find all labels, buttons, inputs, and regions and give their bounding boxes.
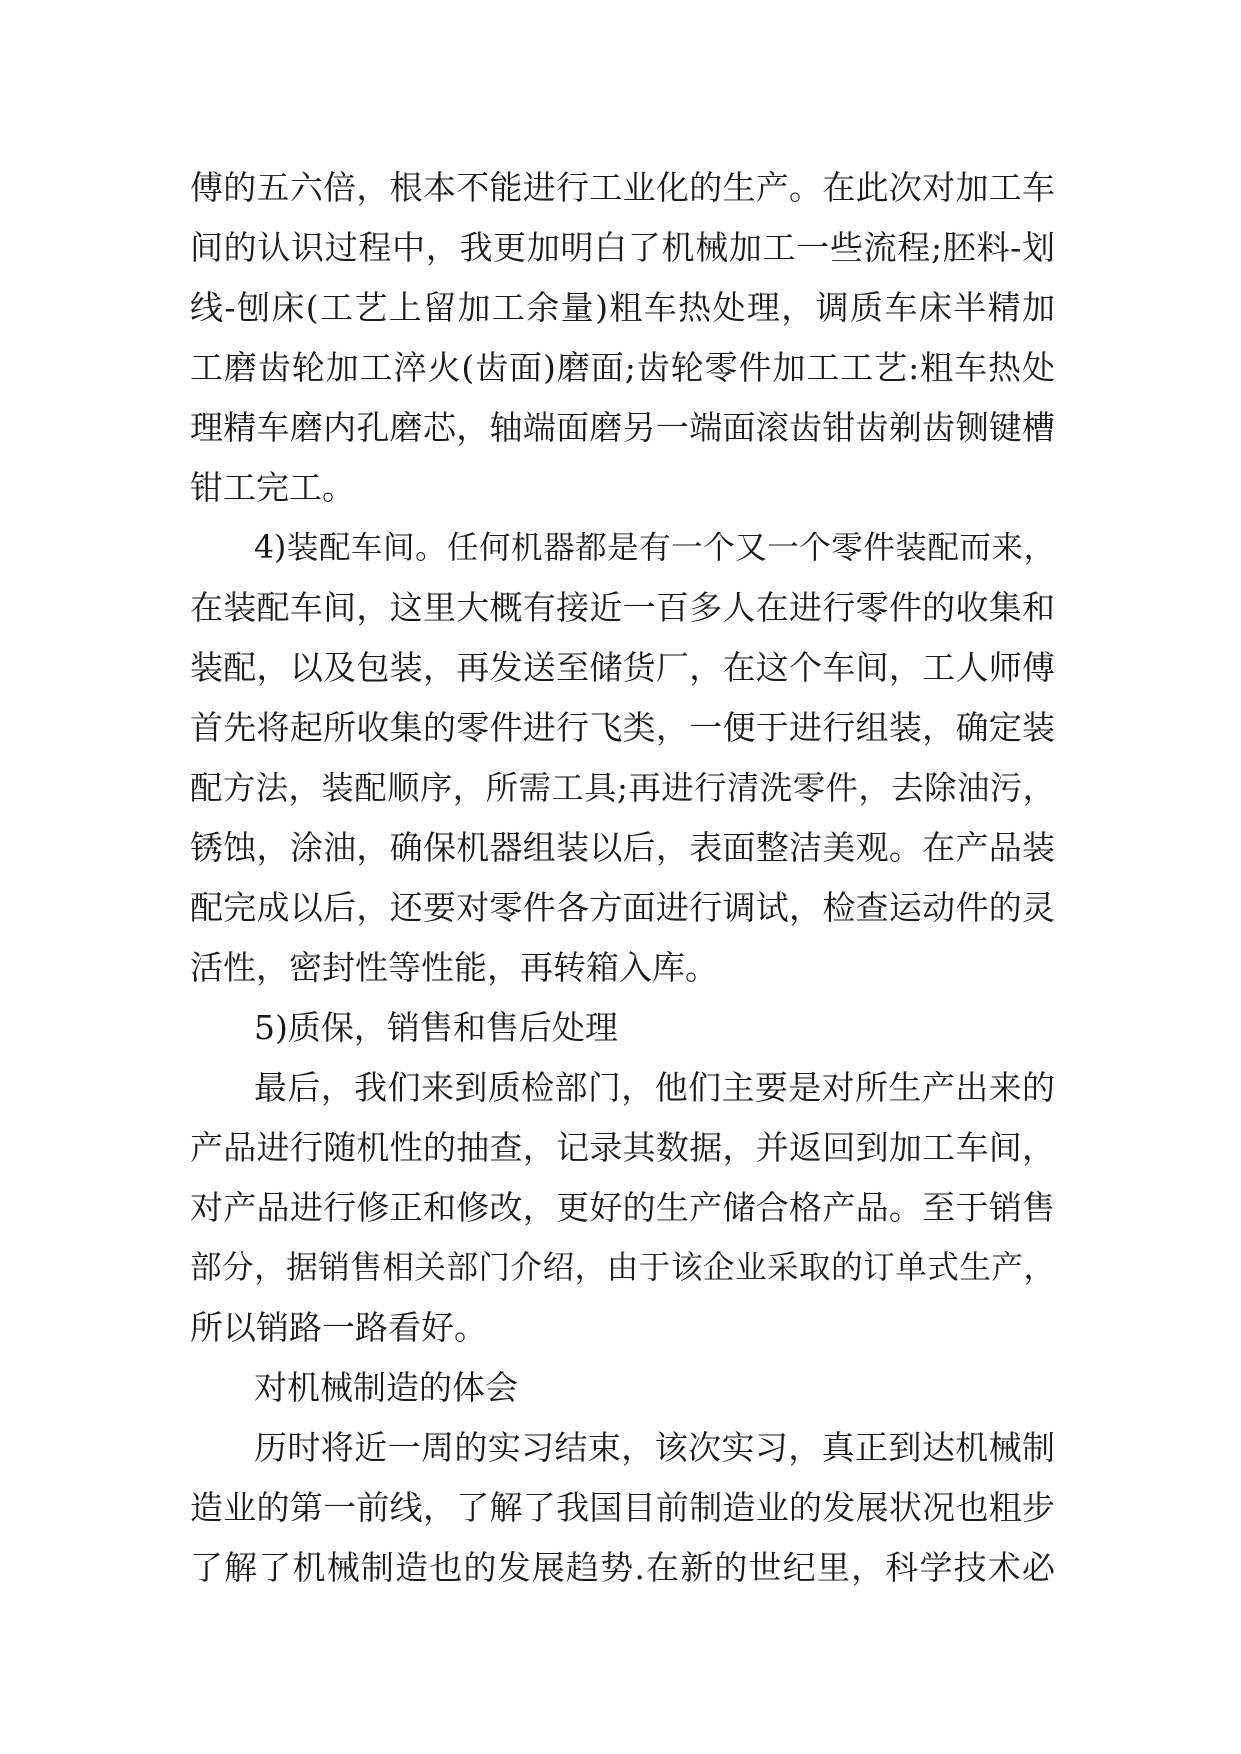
text-line: 活性，密封性等性能，再转箱入库。	[190, 948, 718, 987]
text-line: 部分，据销售相关部门介绍，由于该企业采取的订单式生产，	[190, 1250, 1055, 1286]
text-line: 傅的五六倍，根本不能进行工业化的生产。在此次对加工车	[190, 168, 1055, 207]
text-line: 工磨齿轮加工淬火(齿面)磨面;齿轮零件加工工艺:粗车热处	[190, 348, 1055, 387]
text-line: 配完成以后，还要对零件各方面进行调试，检查运动件的灵	[190, 888, 1055, 927]
text-line: 线-刨床(工艺上留加工余量)粗车热处理，调质车床半精加	[190, 288, 1055, 327]
text-line: 间的认识过程中，我更加明白了机械加工一些流程;胚料-划	[190, 228, 1055, 267]
text-line: 装配，以及包装，再发送至储货厂，在这个车间，工人师傅	[190, 648, 1055, 687]
document-body	[190, 158, 1055, 1598]
text-line: 锈蚀，涂油，确保机器组装以后，表面整洁美观。在产品装	[190, 828, 1055, 867]
text-line: 产品进行随机性的抽查，记录其数据，并返回到加工车间，	[190, 1128, 1055, 1167]
text-line: 造业的第一前线，了解了我国目前制造业的发展状况也粗步	[190, 1488, 1055, 1527]
text-line: 对机械制造的体会	[254, 1368, 518, 1407]
text-line: 4)装配车间。任何机器都是有一个又一个零件装配而来，	[254, 530, 1055, 566]
text-line: 5)质保，销售和售后处理	[254, 1008, 618, 1047]
text-line: 最后，我们来到质检部门，他们主要是对所生产出来的	[254, 1068, 1055, 1107]
text-line: 所以销路一路看好。	[190, 1308, 487, 1347]
text-line: 配方法，装配顺序，所需工具;再进行清洗零件，去除油污，	[190, 769, 1055, 807]
text-line: 对产品进行修正和修改，更好的生产储合格产品。至于销售	[190, 1188, 1055, 1227]
text-line: 理精车磨内孔磨芯，轴端面磨另一端面滚齿钳齿剃齿铡键槽	[190, 408, 1055, 447]
text-line: 钳工完工。	[190, 468, 355, 507]
text-line: 了解了机械制造也的发展趋势.在新的世纪里，科学技术必	[190, 1548, 1055, 1587]
text-line: 首先将起所收集的零件进行飞类，一便于进行组装，确定装	[190, 708, 1055, 747]
text-line: 历时将近一周的实习结束，该次实习，真正到达机械制	[254, 1428, 1055, 1467]
text-line: 在装配车间，这里大概有接近一百多人在进行零件的收集和	[190, 588, 1055, 627]
